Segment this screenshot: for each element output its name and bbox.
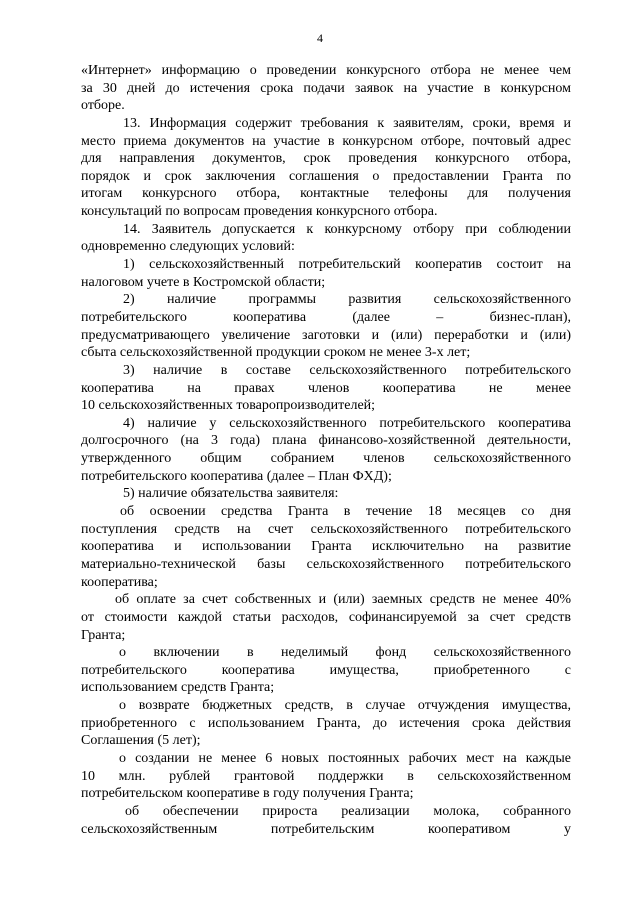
text-line: одновременно следующих условий:: [81, 239, 295, 255]
document-body: [81, 62, 571, 838]
text-line: от стоимости каждой статьи расходов, софинансируемой за счет средств: [81, 609, 571, 625]
text-line: консультаций по вопросам проведения конкурсного отбора.: [81, 204, 438, 220]
page-number: 4: [317, 31, 323, 45]
text-line: кооператива;: [81, 574, 158, 590]
text-line: о создании не менее 6 новых постоянных рабочих мест на каждые: [119, 750, 571, 766]
text-line: 1) сельскохозяйственный потребительский кооператив состоит на: [123, 257, 571, 273]
text-line: материально-технической базы сельскохозяйственного потребительского: [81, 556, 571, 572]
text-line: об освоении средства Гранта в течение 18 месяцев со дня: [120, 504, 571, 520]
text-line: кооператива и использовании Гранта исключительно на развитие: [81, 539, 571, 555]
text-line: о включении в неделимый фонд сельскохозяйственного: [119, 645, 571, 661]
text-line: поступления средств на счет сельскохозяйственного потребительского: [81, 521, 571, 537]
text-line: налоговом учете в Костромской области;: [81, 274, 326, 290]
text-line: об оплате за счет собственных и (или) заемных средств не менее 40%: [115, 592, 571, 608]
text-line: о возврате бюджетных средств, в случае отчуждения имущества,: [119, 698, 571, 714]
text-line: Соглашения (5 лет);: [81, 733, 201, 749]
text-line: предусматривающего увеличение заготовки и (или) переработки и (или): [81, 327, 571, 343]
text-line: потребительском кооперативе в году получения Гранта;: [81, 786, 414, 802]
text-line: приобретенного с использованием Гранта, до истечения срока действия: [81, 715, 571, 731]
text-line: долгосрочного (на 3 года) плана финансово-хозяйственной деятельности,: [81, 433, 571, 449]
text-line: кооператива на правах членов кооператива не менее: [81, 380, 571, 396]
text-line: использованием средств Гранта;: [81, 680, 275, 696]
text-line: Гранта;: [81, 627, 126, 643]
text-line: итогам конкурсного отбора, контактные телефоны для получения: [81, 186, 571, 202]
text-line: 3) наличие в составе сельскохозяйственного потребительского: [123, 362, 571, 378]
text-line: за 30 дней до истечения срока подачи заявок на участие в конкурсном: [81, 80, 571, 96]
text-line: 10 млн. рублей грантовой поддержки в сельскохозяйственном: [81, 768, 571, 784]
text-line: потребительского кооператива (далее – План ФХД);: [81, 468, 392, 484]
text-line: потребительского кооператива имущества, приобретенного с: [81, 662, 571, 678]
text-line: место приема документов на участие в конкурсном отборе, почтовый адрес: [81, 133, 571, 149]
text-line: сельскохозяйственным потребительским кооперативом у: [81, 821, 571, 837]
text-line: 5) наличие обязательства заявителя:: [123, 486, 339, 502]
text-line: 13. Информация содержит требования к заявителям, сроки, время и: [123, 115, 571, 131]
text-line: сбыта сельскохозяйственной продукции сроком не менее 3-х лет;: [81, 345, 471, 361]
text-line: «Интернет» информацию о проведении конкурсного отбора не менее чем: [81, 63, 571, 78]
text-line: утвержденного общим собранием членов сельскохозяйственного: [81, 451, 571, 467]
text-line: 10 сельскохозяйственных товаропроизводителей;: [81, 398, 376, 414]
text-line: для направления документов, срок проведения конкурсного отбора,: [81, 151, 571, 167]
text-line: 2) наличие программы развития сельскохозяйственного: [123, 292, 571, 308]
text-line: отборе.: [81, 98, 125, 114]
text-line: 4) наличие у сельскохозяйственного потребительского кооператива: [123, 415, 571, 431]
text-line: порядок и срок заключения соглашения о предоставлении Гранта по: [81, 168, 571, 184]
text-line: потребительского кооператива (далее – бизнес-план),: [81, 309, 571, 325]
text-line: 14. Заявитель допускается к конкурсному отбору при соблюдении: [123, 221, 571, 237]
text-line: об обеспечении прироста реализации молока, собранного: [125, 803, 571, 819]
